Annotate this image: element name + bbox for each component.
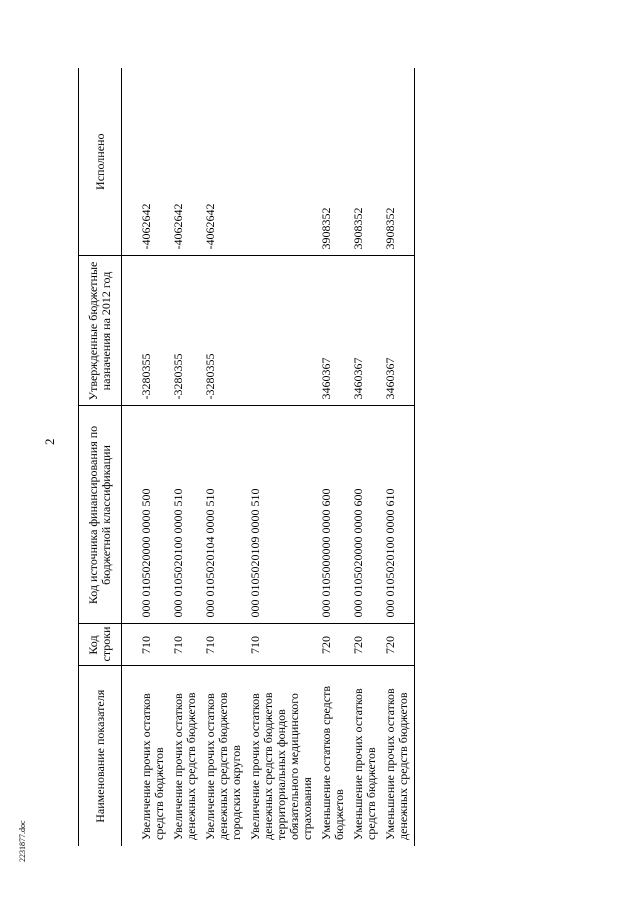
table-row (168, 68, 200, 846)
row-approved: 3460367 (380, 256, 415, 406)
row-source-code: 000 0105000000 0000 600 (316, 406, 348, 624)
row-executed: 3908352 (316, 68, 348, 256)
row-line-code: 720 (380, 624, 415, 666)
row-name: Уменьшение остатков средств бюджетов (319, 686, 346, 840)
row-line-code: 710 (122, 624, 169, 666)
table-row (380, 68, 415, 846)
row-source-code: 000 0105020100 0000 510 (168, 406, 200, 624)
row-executed: -4062642 (122, 68, 169, 256)
table-row (122, 68, 169, 846)
document-filename: 2231877.doc (18, 820, 27, 862)
table-row (200, 68, 245, 846)
row-approved: -3280355 (122, 256, 169, 406)
header-name: Наименование показателя (79, 666, 122, 846)
table-header-row (79, 68, 122, 846)
row-approved: 3460367 (348, 256, 380, 406)
row-name: Уменьшение прочих остатков денежных средств бюджетов (380, 666, 415, 846)
row-source-code: 000 0105020000 0000 500 (122, 406, 169, 624)
row-name: Увеличение прочих остатков средств бюджетов (139, 693, 166, 840)
row-line-code: 710 (200, 624, 245, 666)
row-executed: -4062642 (200, 68, 245, 256)
table-row (245, 68, 316, 846)
row-executed: 3908352 (380, 68, 415, 256)
row-name: Увеличение прочих остатков денежных средств бюджетов территориальных фондов обязательного медицинского страхования (248, 692, 314, 840)
row-name: Увеличение прочих остатков денежных средств бюджетов (171, 692, 198, 840)
row-source-code: 000 0105020109 0000 510 (245, 406, 316, 624)
row-source-code: 000 0105020100 0000 610 (380, 406, 415, 624)
row-line-code: 720 (348, 624, 380, 666)
page-number: 2 (42, 438, 57, 445)
header-line-code: Код строки (79, 624, 122, 666)
table-row (348, 68, 380, 846)
row-approved: 3460367 (316, 256, 348, 406)
row-approved (245, 256, 316, 406)
row-approved: -3280355 (168, 256, 200, 406)
header-executed: Исполнено (79, 68, 122, 256)
header-source-code: Код источника финансирования по бюджетной классификации (79, 406, 122, 624)
row-name: Увеличение прочих остатков денежных средств бюджетов городских округов (203, 692, 243, 840)
row-executed: 3908352 (348, 68, 380, 256)
row-line-code: 710 (245, 624, 316, 666)
row-source-code: 000 0105020000 0000 600 (348, 406, 380, 624)
budget-table-rotated (78, 68, 546, 846)
row-executed: -4062642 (168, 68, 200, 256)
budget-table (78, 68, 415, 846)
row-source-code: 000 0105020104 0000 510 (200, 406, 245, 624)
row-line-code: 710 (168, 624, 200, 666)
row-line-code: 720 (316, 624, 348, 666)
header-approved: Утвержденные бюджетные назначения на 2012 год (79, 256, 122, 406)
row-approved: -3280355 (200, 256, 245, 406)
row-name: Уменьшение прочих остатков средств бюджетов (351, 688, 378, 840)
table-row (316, 68, 348, 846)
row-executed (245, 68, 316, 256)
